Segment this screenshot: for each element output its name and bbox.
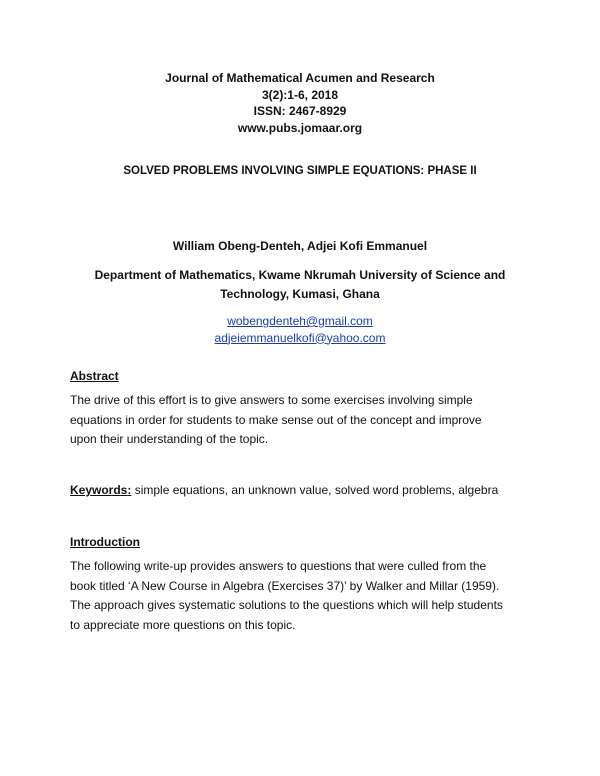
introduction-line: book titled ‘A New Course in Algebra (Exercises 37)’ by Walker and Millar (1959). — [70, 578, 500, 593]
abstract-line: upon their understanding of the topic. — [70, 432, 269, 446]
introduction-line: The approach gives systematic solutions to the questions which will help students — [70, 598, 503, 612]
abstract-line: The drive of this effort is to give answers to some exercises involving simple — [70, 393, 473, 407]
journal-volume: 3(2):1-6, 2018 — [261, 87, 339, 102]
keywords-label: Keywords: — [70, 483, 132, 497]
email-link-2[interactable]: adjeiemmanuelkofi@yahoo.com — [214, 330, 386, 345]
paper-authors: William Obeng-Denteh, Adjei Kofi Emmanuel — [172, 239, 428, 253]
introduction-heading: Introduction — [70, 535, 140, 549]
abstract-heading: Abstract — [70, 369, 119, 383]
introduction-line: to appreciate more questions on this topic. — [70, 617, 296, 632]
journal-issn: ISSN: 2467-8929 — [253, 104, 347, 118]
keywords-text: simple equations, an unknown value, solved word problems, algebra — [131, 483, 499, 497]
author-emails — [0, 313, 600, 346]
keywords-line — [70, 483, 498, 497]
affiliation-line-2: Technology, Kumasi, Ghana — [220, 287, 380, 301]
journal-name: Journal of Mathematical Acumen and Research — [165, 71, 435, 85]
introduction-body — [70, 557, 535, 635]
affiliation-line-1: Department of Mathematics, Kwame Nkrumah University of Science and — [94, 268, 506, 282]
introduction-line: The following write-up provides answers to questions that were culled from the — [70, 559, 487, 573]
author-affiliation — [80, 266, 520, 304]
abstract-line: equations in order for students to make sense out of the concept and improve — [70, 412, 482, 427]
journal-website: www.pubs.jomaar.org — [237, 120, 363, 135]
abstract-body — [70, 391, 535, 450]
paper-title: SOLVED PROBLEMS INVOLVING SIMPLE EQUATIONS: PHASE II — [123, 165, 477, 177]
journal-header — [0, 70, 600, 136]
email-link-1[interactable]: wobengdenteh@gmail.com — [227, 314, 373, 328]
